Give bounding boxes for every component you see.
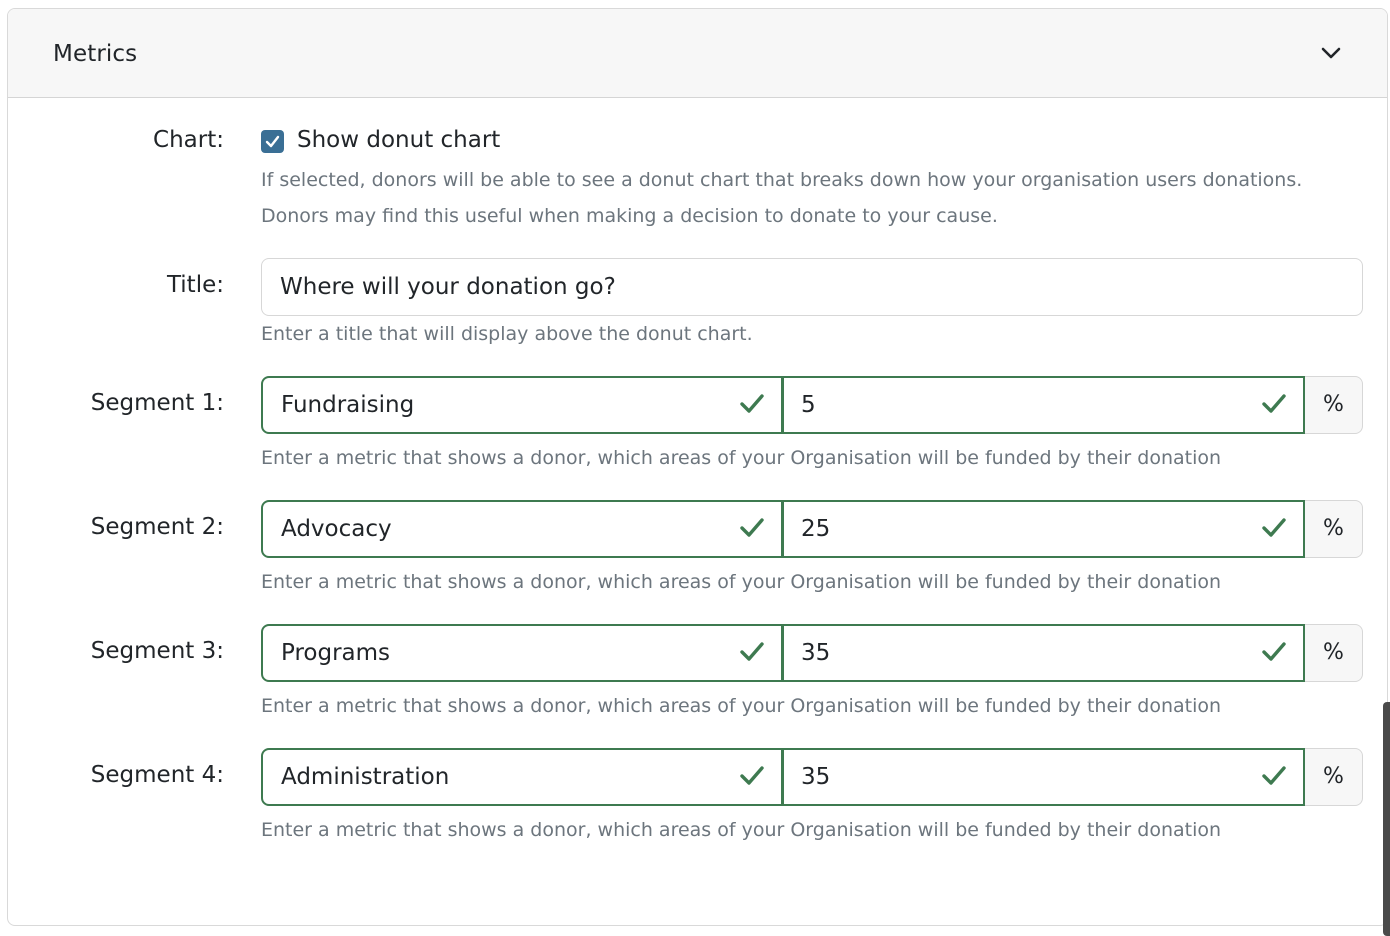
segment-1-value-input[interactable] xyxy=(782,376,1305,434)
segment-2-help: Enter a metric that shows a donor, which areas of your Organisation will be funded by their donation xyxy=(261,571,1222,593)
segment-1-row xyxy=(261,376,1363,434)
title-label: Title: xyxy=(166,272,224,298)
chart-help-line-1: If selected, donors will be able to see a donut chart that breaks down how your organisation users donations. xyxy=(261,169,1303,191)
metrics-panel xyxy=(7,8,1388,926)
segment-3-name-input[interactable] xyxy=(261,624,783,682)
scrollbar[interactable] xyxy=(1383,702,1390,936)
segment-1-help: Enter a metric that shows a donor, which areas of your Organisation will be funded by their donation xyxy=(261,447,1222,469)
percent-addon: % xyxy=(1305,748,1363,806)
title-help: Enter a title that will display above the donut chart. xyxy=(261,323,753,345)
segment-2-label: Segment 2: xyxy=(90,514,224,540)
chart-label: Chart: xyxy=(153,127,224,153)
panel-title: Metrics xyxy=(53,41,138,67)
segment-4-name-input[interactable] xyxy=(261,748,783,806)
segment-3-row xyxy=(261,624,1363,682)
segment-2-value-input[interactable] xyxy=(782,500,1305,558)
segment-3-label: Segment 3: xyxy=(90,638,224,664)
segment-3-help: Enter a metric that shows a donor, which areas of your Organisation will be funded by their donation xyxy=(261,695,1222,717)
segment-2-row xyxy=(261,500,1363,558)
segment-4-label: Segment 4: xyxy=(90,762,224,788)
segment-1-label: Segment 1: xyxy=(90,390,224,416)
percent-addon: % xyxy=(1305,500,1363,558)
title-input[interactable] xyxy=(261,258,1363,316)
segment-4-help: Enter a metric that shows a donor, which areas of your Organisation will be funded by their donation xyxy=(261,819,1222,841)
show-donut-chart-checkbox[interactable] xyxy=(261,130,284,153)
segment-2-name-input[interactable] xyxy=(261,500,783,558)
segment-1-name-input[interactable] xyxy=(261,376,783,434)
show-donut-chart-label[interactable]: Show donut chart xyxy=(297,127,501,153)
chart-help-line-2: Donors may find this useful when making a decision to donate to your cause. xyxy=(261,205,998,227)
percent-addon: % xyxy=(1305,624,1363,682)
percent-addon: % xyxy=(1305,376,1363,434)
segment-3-value-input[interactable] xyxy=(782,624,1305,682)
panel-header[interactable] xyxy=(8,9,1387,98)
checkmark-icon xyxy=(265,135,280,148)
chevron-down-icon[interactable] xyxy=(1320,45,1342,61)
segment-4-row xyxy=(261,748,1363,806)
segment-4-value-input[interactable] xyxy=(782,748,1305,806)
